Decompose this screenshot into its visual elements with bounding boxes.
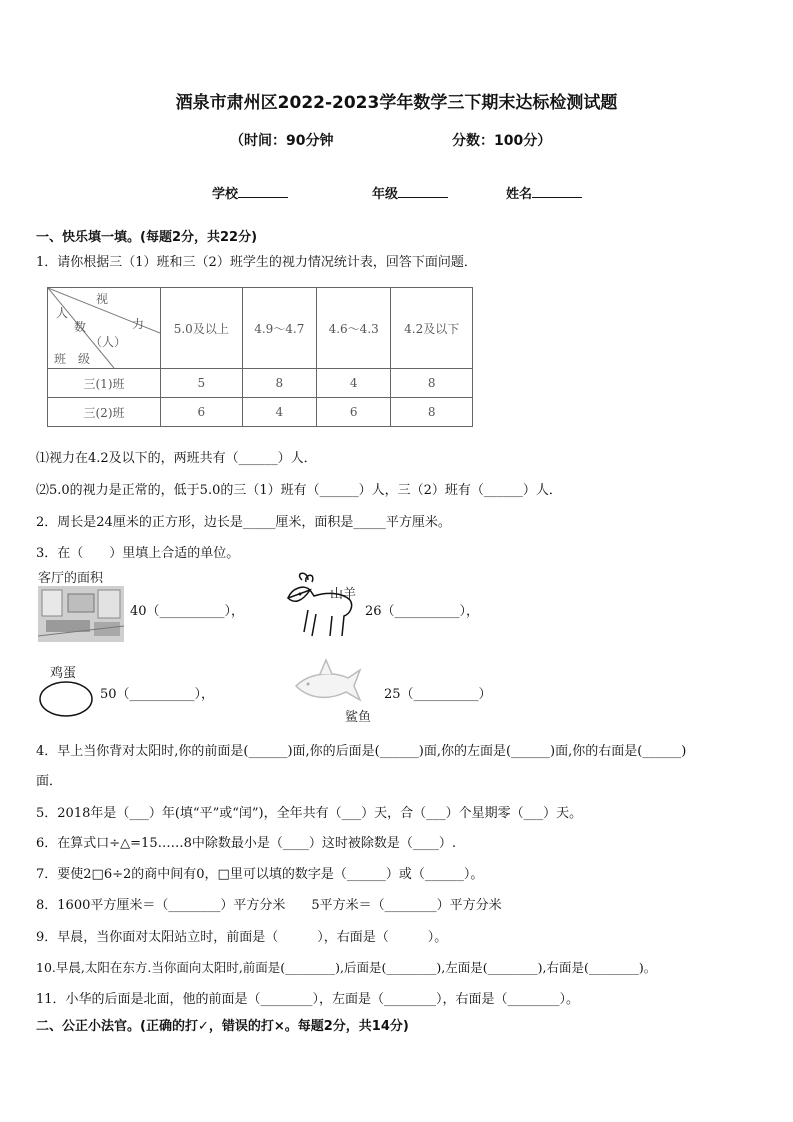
time-label: （时间：90分钟 xyxy=(230,133,334,149)
shark-image xyxy=(290,656,362,712)
table-cell: 8 xyxy=(242,369,316,398)
diagonal-header-cell xyxy=(48,288,161,369)
diag-label-f: 班 级 xyxy=(54,352,91,366)
question-1: 1．请你根据三（1）班和三（2）班学生的视力情况统计表，回答下面问题． xyxy=(36,255,477,270)
question-9: 9．早晨，当你面对太阳站立时，前面是（ ），右面是（ ）。 xyxy=(36,930,448,945)
row-header: 三(1)班 xyxy=(48,369,161,398)
egg-answer: 50（__________）， xyxy=(100,687,215,702)
table-row xyxy=(48,369,473,398)
name-field xyxy=(506,183,582,202)
diag-label-c: 数 xyxy=(74,320,87,334)
table-cell: 8 xyxy=(391,369,473,398)
living-room-answer: 40（__________）， xyxy=(130,604,245,619)
diag-label-a: 视 xyxy=(96,292,109,306)
score-label: 分数：100分） xyxy=(452,133,552,149)
diag-label-b: 人 xyxy=(56,306,69,320)
col-header: 4.2及以下 xyxy=(391,288,473,369)
question-2: 2．周长是24厘米的正方形，边长是_____厘米，面积是_____平方厘米。 xyxy=(36,515,451,530)
question-4: 4．早上当你背对太阳时,你的前面是(______)面,你的后面是(______)面,你的左面是(______)面,你的右面是(______) xyxy=(36,744,687,759)
diag-label-e: （人） xyxy=(90,335,127,349)
living-room-image xyxy=(38,586,124,642)
col-header: 5.0及以上 xyxy=(161,288,243,369)
table-cell: 4 xyxy=(242,398,316,427)
question-7: 7．要使2□6÷2的商中间有0，□里可以填的数字是（______）或（______）。 xyxy=(36,867,484,882)
goat-image xyxy=(282,570,358,642)
col-header: 4.9～4.7 xyxy=(242,288,316,369)
diag-label-d: 力 xyxy=(132,317,145,331)
question-1-part-2: ⑵5.0的视力是正常的，低于5.0的三（1）班有（______）人，三（2）班有（______）人． xyxy=(36,483,562,498)
vision-table xyxy=(47,287,473,427)
table-cell: 5 xyxy=(161,369,243,398)
table-cell: 4 xyxy=(316,369,390,398)
table-cell: 6 xyxy=(161,398,243,427)
grade-label: 年级 xyxy=(372,187,399,202)
col-header: 4.6～4.3 xyxy=(316,288,390,369)
question-8: 8．1600平方厘米＝（________）平方分米 5平方米＝（________）平方分米 xyxy=(36,898,502,913)
table-cell: 6 xyxy=(316,398,390,427)
question-4-end: 面． xyxy=(36,774,63,789)
shark-label: 鲨鱼 xyxy=(345,710,372,725)
name-label: 姓名 xyxy=(506,187,533,202)
table-cell: 8 xyxy=(391,398,473,427)
section-2-heading: 二、公正小法官。(正确的打✓，错误的打×。每题2分，共14分) xyxy=(36,1019,409,1034)
living-room-label: 客厅的面积 xyxy=(38,571,104,586)
question-3: 3．在（ ）里填上合适的单位。 xyxy=(36,546,240,561)
question-5: 5．2018年是（___）年(填“平”或“闰”)，全年共有（___）天，合（___）个星期零（___）天。 xyxy=(36,806,583,821)
question-11: 11．小华的后面是北面，他的前面是（________），左面是（________），右面是（________）。 xyxy=(36,992,580,1007)
row-header: 三(2)班 xyxy=(48,398,161,427)
grade-field xyxy=(372,183,448,202)
school-field xyxy=(212,183,288,202)
school-label: 学校 xyxy=(212,187,239,202)
goat-label: 山羊 xyxy=(330,587,357,602)
question-10: 10.早晨,太阳在东方.当你面向太阳时,前面是(________),后面是(________),左面是(________),右面是(________)。 xyxy=(36,960,657,975)
section-1-heading: 一、快乐填一填。(每题2分，共22分) xyxy=(36,230,258,245)
question-1-part-1: ⑴视力在4.2及以下的，两班共有（______）人． xyxy=(36,451,317,466)
egg-image xyxy=(38,680,94,718)
page-title: 酒泉市肃州区2022-2023学年数学三下期末达标检测试题 xyxy=(175,93,618,113)
table-row xyxy=(48,398,473,427)
goat-answer: 26（__________）， xyxy=(365,604,480,619)
question-6: 6．在算式口÷△=15……8中除数最小是（____）这时被除数是（____）. xyxy=(36,836,456,851)
shark-answer: 25（__________） xyxy=(384,687,492,702)
egg-label: 鸡蛋 xyxy=(50,666,77,681)
